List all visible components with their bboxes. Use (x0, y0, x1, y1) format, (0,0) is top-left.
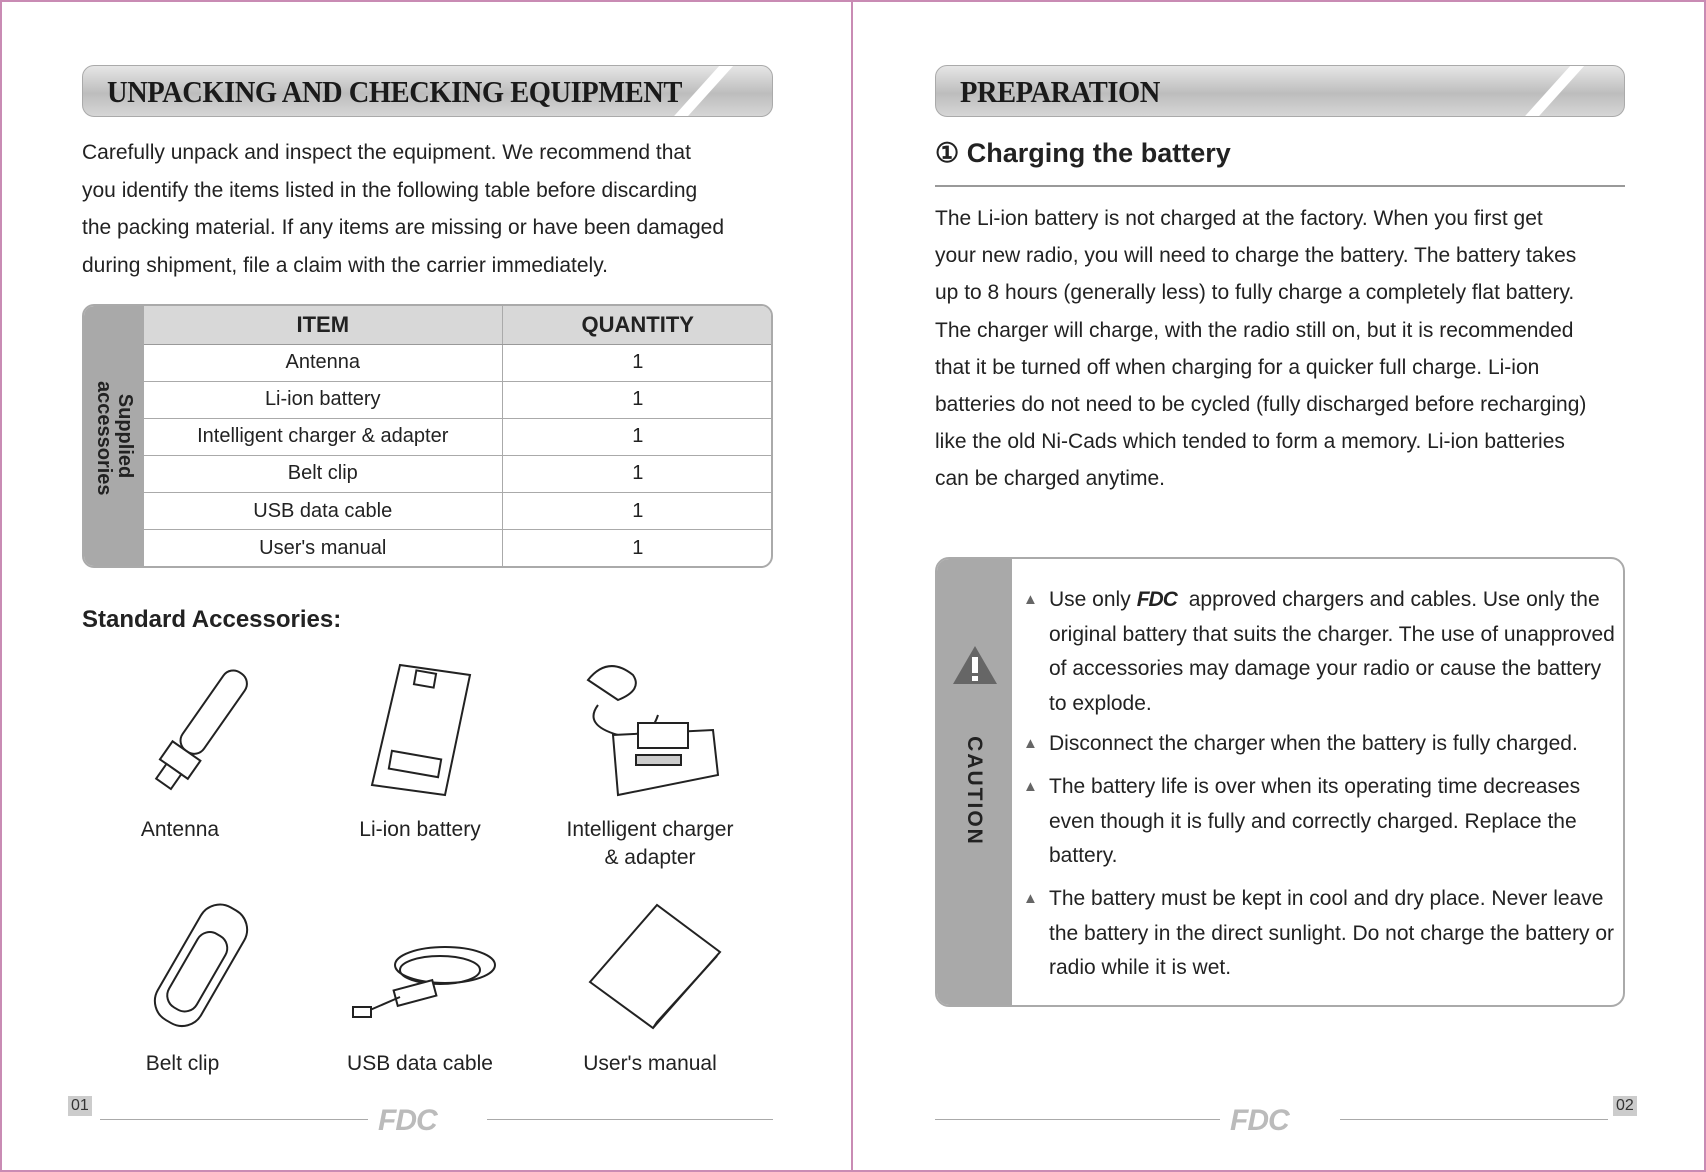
belt-clip-illustration (140, 900, 260, 1035)
accessory-label (540, 816, 760, 872)
body-line: The charger will charge, with the radio still on, but it is recommended (935, 318, 1574, 342)
caution-item: ▲ The battery life is over when its operating time decreases even though it is fully and correctly charged. Replace the battery. (1023, 770, 1623, 874)
accessories-title: Standard Accessories: (82, 606, 342, 633)
accessory-label: User's manual (583, 1052, 717, 1075)
quantity-cell: 1 (502, 381, 773, 418)
item-cell: Intelligent charger & adapter (144, 418, 502, 455)
section-header-preparation (935, 65, 1625, 117)
caution-item: ▲ Disconnect the charger when the battery is fully charged. (1023, 727, 1625, 762)
page-divider (851, 0, 853, 1172)
body-line: batteries do not need to be cycled (fully discharged before recharging) (935, 393, 1587, 417)
manual-illustration (585, 900, 725, 1030)
antenna-illustration (130, 660, 270, 800)
footer-line (1340, 1119, 1608, 1120)
quantity-cell: 1 (502, 530, 773, 566)
intro-line: during shipment, file a claim with the carrier immediately. (82, 253, 608, 277)
subsection-title: ① Charging the battery (935, 138, 1231, 168)
fdc-logo: FDC (378, 1104, 437, 1137)
header-decoration (1512, 65, 1589, 117)
header-quantity: QUANTITY (502, 306, 773, 344)
header-item: ITEM (144, 306, 502, 344)
page-number: 02 (1613, 1096, 1637, 1116)
caution-text: Use only (1049, 588, 1131, 611)
caution-label: CAUTION (963, 736, 986, 846)
body-line: your new radio, you will need to charge the battery. The battery takes (935, 244, 1577, 268)
quantity-cell: 1 (502, 418, 773, 455)
table-row (144, 381, 773, 418)
table-row (144, 344, 773, 381)
table-row (144, 418, 773, 455)
accessory-label: Li-ion battery (359, 818, 481, 841)
section-header-unpacking (82, 65, 773, 117)
table-header-row (144, 306, 773, 344)
side-label-text: Supplied accessories (93, 381, 136, 496)
body-line: like the old Ni-Cads which tended to form a memory. Li-ion batteries (935, 430, 1565, 454)
item-cell: User's manual (144, 530, 502, 566)
table-row (144, 455, 773, 492)
fdc-logo: FDC (1136, 588, 1177, 611)
supplied-accessories-table (82, 304, 773, 568)
accessory-label: USB data cable (347, 1052, 493, 1075)
section-title: PREPARATION (960, 74, 1160, 109)
accessory-label: Belt clip (145, 1052, 220, 1075)
intro-line: the packing material. If any items are missing or have been damaged (82, 216, 725, 239)
item-cell: Belt clip (144, 455, 502, 492)
battery-illustration (360, 660, 485, 800)
page-number: 01 (68, 1096, 92, 1116)
title-underline (935, 185, 1625, 187)
charging-paragraph (935, 200, 1635, 498)
accessory-label: Antenna (140, 818, 220, 841)
accessory-label-line: Intelligent charger (566, 818, 734, 841)
table-row (144, 493, 773, 530)
item-cell: USB data cable (144, 493, 502, 530)
intro-paragraph (82, 134, 782, 284)
item-cell: Antenna (144, 344, 502, 381)
quantity-cell: 1 (502, 455, 773, 492)
quantity-cell: 1 (502, 493, 773, 530)
body-line: The Li-ion battery is not charged at the factory. When you first get (935, 207, 1543, 230)
warning-icon (951, 644, 999, 686)
section-title: UNPACKING AND CHECKING EQUIPMENT (107, 74, 682, 109)
quantity-cell: 1 (502, 344, 773, 381)
caution-text: approved chargers and cables. Use only the original battery that suits the charger. The use of unapproved of accessories may damage your radio or cause the battery to explode. (1049, 588, 1615, 715)
body-line: up to 8 hours (generally less) to fully charge a completely flat battery. (935, 281, 1575, 305)
body-line: can be charged anytime. (935, 467, 1165, 491)
caution-item (1023, 583, 1623, 721)
table-side-label (84, 306, 144, 566)
intro-line: Carefully unpack and inspect the equipment. We recommend that (82, 141, 691, 164)
intro-line: you identify the items listed in the following table before discarding (82, 178, 698, 202)
item-cell: Li-ion battery (144, 381, 502, 418)
caution-sidebar (937, 559, 1012, 1005)
caution-item: ▲ The battery must be kept in cool and dry place. Never leave the battery in the direct sunlight. Do not charge the battery or radio while it is wet. (1023, 882, 1623, 986)
accessory-label-line: & adapter (604, 846, 696, 869)
footer-line (935, 1119, 1220, 1120)
table-row (144, 530, 773, 566)
footer-line (100, 1119, 368, 1120)
body-line: that it be turned off when charging for a quicker full charge. Li-ion (935, 355, 1540, 379)
fdc-logo: FDC (1230, 1104, 1289, 1137)
footer-line (487, 1119, 773, 1120)
caution-box (935, 557, 1625, 1007)
usb-cable-illustration (345, 935, 505, 1025)
charger-illustration (578, 655, 723, 805)
